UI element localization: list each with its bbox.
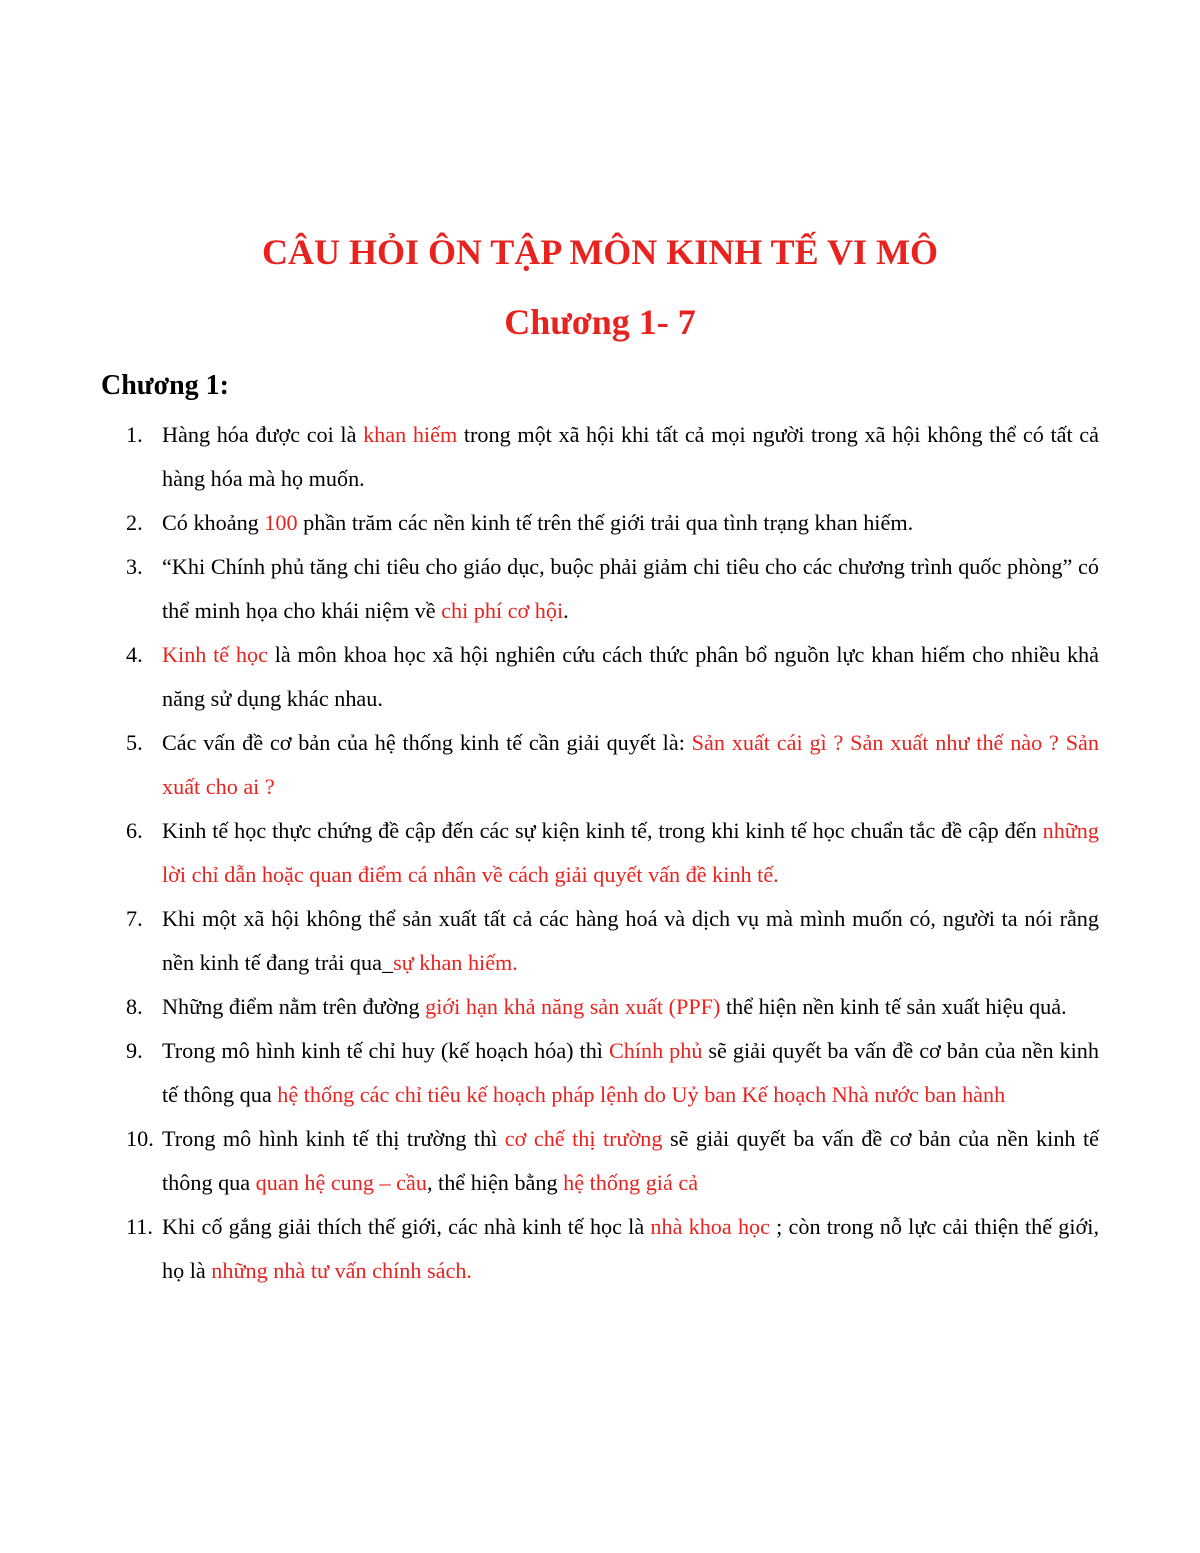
- answer-highlight: cơ chế thị trường: [504, 1126, 663, 1151]
- question-text: sẽ giải quyết ba vấn đề cơ bản của nền kinh tế thông qua: [162, 1126, 1099, 1195]
- question-text: .: [563, 598, 569, 623]
- answer-highlight: khan hiếm: [363, 422, 458, 447]
- question-text: Những điểm nằm trên đường: [162, 994, 426, 1019]
- question-item: [0, 985, 1099, 1029]
- answer-highlight: quan hệ cung – cầu: [255, 1170, 427, 1195]
- question-number: 6.: [126, 818, 143, 843]
- question-text: là môn khoa học xã hội nghiên cứu cách thức phân bổ nguồn lực khan hiếm cho nhiều khả năng sử dụng khác nhau.: [162, 642, 1099, 711]
- question-text: Kinh tế học thực chứng đề cập đến các sự kiện kinh tế, trong khi kinh tế học chuẩn tắc đề cập đến: [162, 818, 1043, 843]
- answer-highlight: chi phí cơ hội: [441, 598, 564, 623]
- question-text: thể hiện nền kinh tế sản xuất hiệu quả.: [720, 994, 1067, 1019]
- question-item: [0, 897, 1099, 985]
- question-number: 11.: [126, 1214, 153, 1239]
- question-number: 5.: [126, 730, 143, 755]
- answer-highlight: hệ thống các chỉ tiêu kế hoạch pháp lệnh do Uỷ ban Kế hoạch Nhà nước ban hành: [277, 1082, 1006, 1107]
- chapter-heading: Chương 1:: [101, 370, 229, 401]
- question-item: [0, 721, 1099, 809]
- answer-highlight: những lời chỉ dẫn hoặc quan điểm cá nhân về cách giải quyết vấn đề kinh tế.: [162, 818, 1099, 887]
- question-item: [0, 1117, 1099, 1205]
- question-list: [0, 413, 1200, 1293]
- question-number: 3.: [126, 554, 143, 579]
- question-text: Khi cố gắng giải thích thế giới, các nhà kinh tế học là: [162, 1214, 651, 1239]
- question-number: 4.: [126, 642, 143, 667]
- question-number: 8.: [126, 994, 143, 1019]
- answer-highlight: sự khan hiếm.: [393, 950, 518, 975]
- question-text: Hàng hóa được coi là: [162, 422, 364, 447]
- question-text: Khi một xã hội không thể sản xuất tất cả các hàng hoá và dịch vụ mà mình muốn có, người ta nói rằng nền kinh tế đang trải qua_: [162, 906, 1099, 975]
- question-text: Có khoảng: [162, 510, 265, 535]
- question-text: Trong mô hình kinh tế thị trường thì: [162, 1126, 505, 1151]
- question-text: phần trăm các nền kinh tế trên thế giới trải qua tình trạng khan hiếm.: [297, 510, 914, 535]
- question-item: [0, 633, 1099, 721]
- answer-highlight: những nhà tư vấn chính sách.: [211, 1258, 472, 1283]
- question-text: Các vấn đề cơ bản của hệ thống kinh tế cần giải quyết là:: [162, 730, 692, 755]
- question-text: sẽ giải quyết ba vấn đề cơ bản của nền kinh tế thông qua: [162, 1038, 1099, 1107]
- question-item: [0, 413, 1099, 501]
- question-text: , thể hiện bằng: [426, 1170, 564, 1195]
- answer-highlight: giới hạn khả năng sản xuất (PPF): [425, 994, 721, 1019]
- document-title: CÂU HỎI ÔN TẬP MÔN KINH TẾ VI MÔ: [261, 232, 939, 272]
- question-text: ; còn trong nỗ lực cải thiện thế giới, họ là: [162, 1214, 1100, 1283]
- question-item: [0, 545, 1099, 633]
- answer-highlight: 100: [264, 510, 298, 535]
- answer-highlight: hệ thống giá cả: [563, 1170, 699, 1195]
- answer-highlight: Sản xuất cái gì ? Sản xuất như thế nào ? Sản xuất cho ai ?: [162, 730, 1099, 799]
- question-number: 9.: [126, 1038, 143, 1063]
- question-item: [0, 809, 1099, 897]
- question-number: 7.: [126, 906, 143, 931]
- question-number: 2.: [126, 510, 143, 535]
- answer-highlight: Chính phủ: [608, 1038, 703, 1063]
- question-text: “Khi Chính phủ tăng chi tiêu cho giáo dục, buộc phải giảm chi tiêu cho các chương trình quốc phòng” có thể minh họa cho khái niệm về: [162, 554, 1099, 623]
- question-item: [0, 1205, 1099, 1293]
- document-subtitle: Chương 1- 7: [504, 302, 696, 342]
- question-item: [0, 501, 1099, 545]
- answer-highlight: Kinh tế học: [162, 642, 268, 667]
- question-text: trong một xã hội khi tất cả mọi người trong xã hội không thể có tất cả hàng hóa mà họ muốn.: [162, 422, 1099, 491]
- question-number: 10.: [126, 1126, 154, 1151]
- question-number: 1.: [126, 422, 143, 447]
- question-text: Trong mô hình kinh tế chỉ huy (kế hoạch hóa) thì: [162, 1038, 609, 1063]
- answer-highlight: nhà khoa học: [650, 1214, 770, 1239]
- question-item: [0, 1029, 1099, 1117]
